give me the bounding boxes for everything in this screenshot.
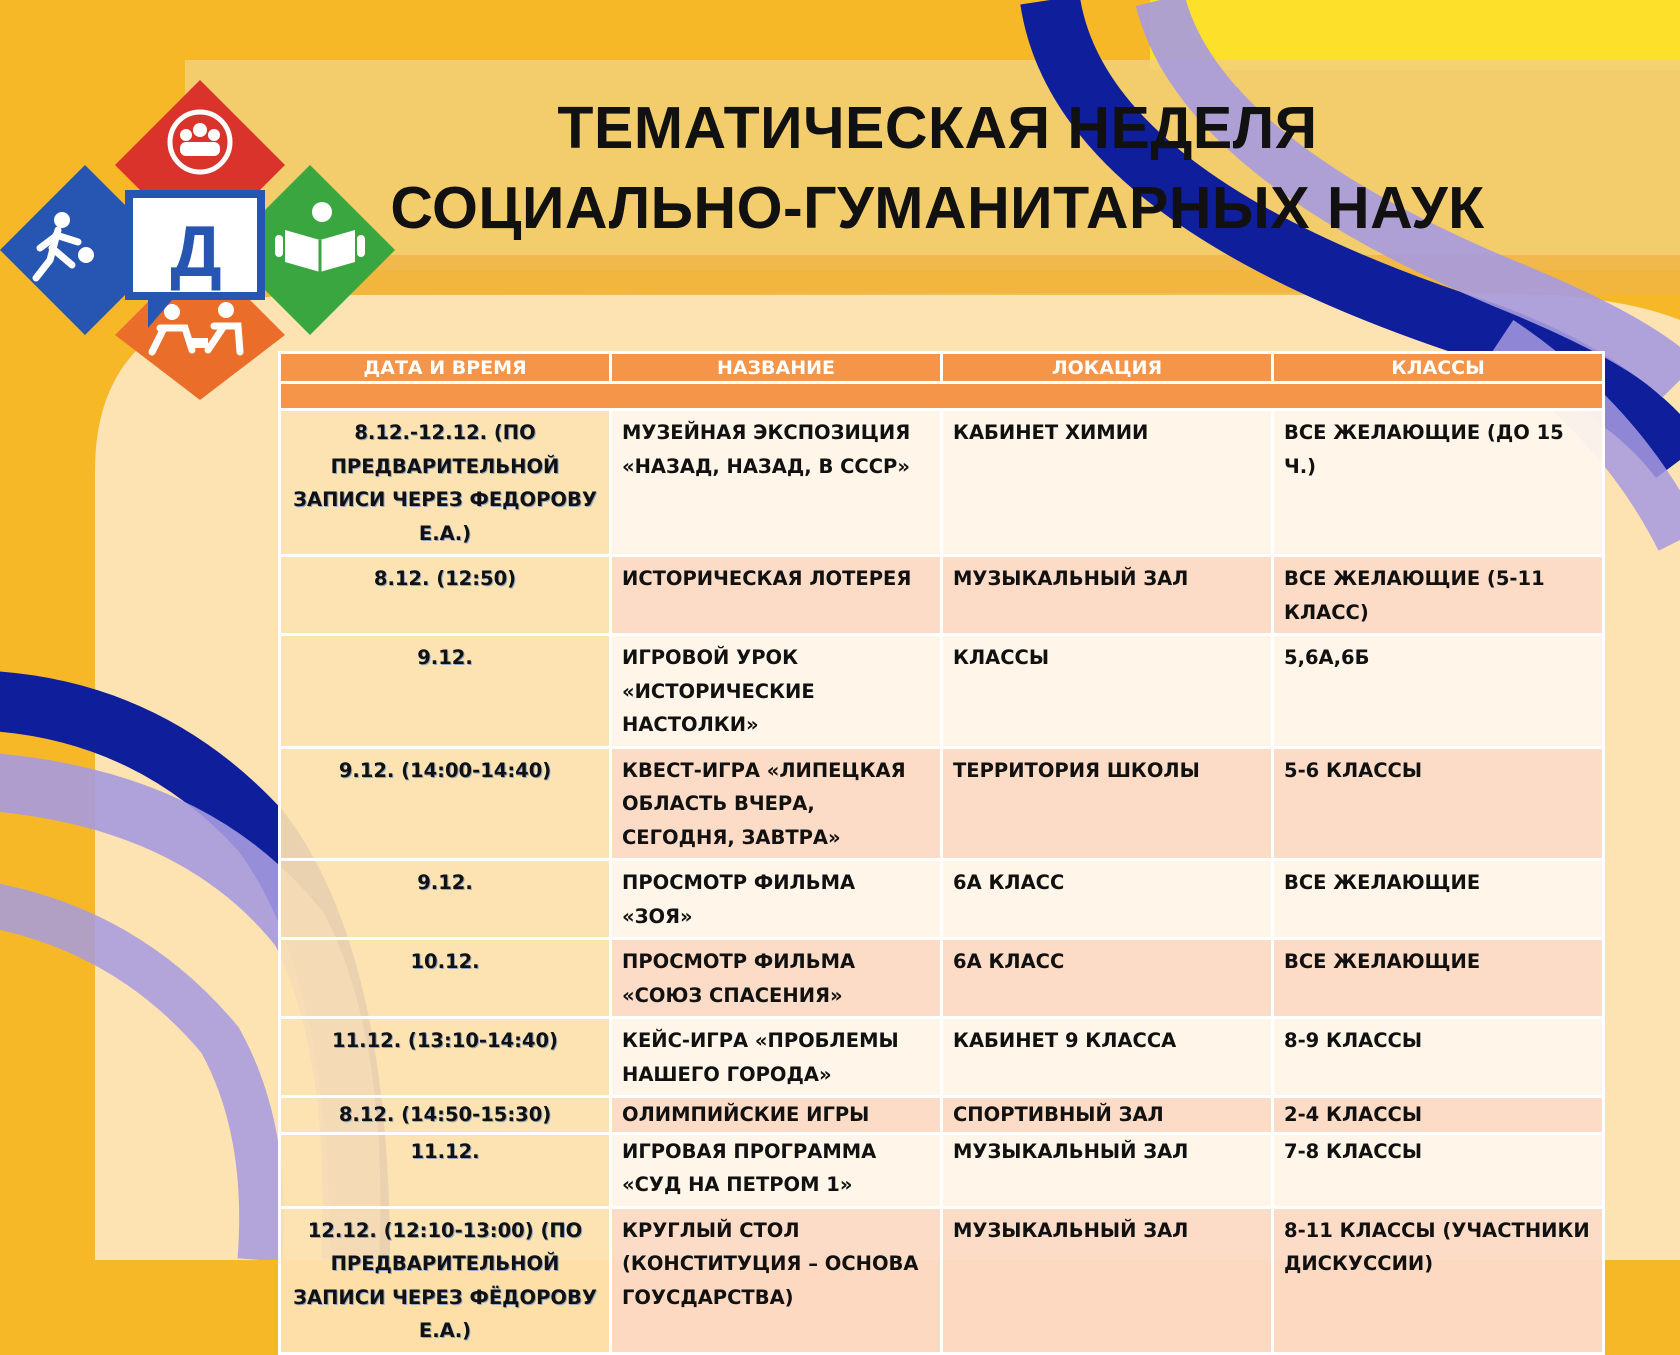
cell-name: МУЗЕЙНАЯ ЭКСПОЗИЦИЯ «НАЗАД, НАЗАД, В СССР» xyxy=(611,410,942,556)
table-row xyxy=(280,1018,1604,1097)
cell-location: КАБИНЕТ ХИМИИ xyxy=(942,410,1273,556)
cell-location: 6А КЛАСС xyxy=(942,939,1273,1018)
header-classes: КЛАССЫ xyxy=(1273,353,1604,383)
table-row xyxy=(280,556,1604,635)
cell-location: МУЗЫКАЛЬНЫЙ ЗАЛ xyxy=(942,556,1273,635)
table-header-row xyxy=(280,353,1604,383)
cell-name: ИГРОВОЙ УРОК «ИСТОРИЧЕСКИЕ НАСТОЛКИ» xyxy=(611,635,942,748)
cell-classes: ВСЕ ЖЕЛАЮЩИЕ (ДО 15 Ч.) xyxy=(1273,410,1604,556)
cell-classes: ВСЕ ЖЕЛАЮЩИЕ xyxy=(1273,939,1604,1018)
table-spacer-row xyxy=(280,383,1604,410)
logo-letter: Д xyxy=(170,212,222,292)
table-row xyxy=(280,747,1604,860)
cell-date: 11.12. xyxy=(280,1133,611,1207)
cell-classes: ВСЕ ЖЕЛАЮЩИЕ xyxy=(1273,860,1604,939)
title-line-2: СОЦИАЛЬНО-ГУМАНИТАРНЫХ НАУК xyxy=(390,175,1485,241)
cell-date: 10.12. xyxy=(280,939,611,1018)
table-row xyxy=(280,635,1604,748)
cell-location: КАБИНЕТ 9 КЛАССА xyxy=(942,1018,1273,1097)
page-title xyxy=(330,88,1545,248)
header-name: НАЗВАНИЕ xyxy=(611,353,942,383)
cell-date: 12.12. (12:10-13:00) (ПО ПРЕДВАРИТЕЛЬНОЙ ЗАПИСИ ЧЕРЕЗ ФЁДОРОВУ Е.А.) xyxy=(280,1207,611,1353)
header-location: ЛОКАЦИЯ xyxy=(942,353,1273,383)
spacer-cell xyxy=(280,383,1604,410)
cell-date: 8.12. (12:50) xyxy=(280,556,611,635)
header-date: ДАТА И ВРЕМЯ xyxy=(280,353,611,383)
cell-location: СПОРТИВНЫЙ ЗАЛ xyxy=(942,1097,1273,1134)
cell-name: ОЛИМПИЙСКИЕ ИГРЫ xyxy=(611,1097,942,1134)
cell-date: 8.12.-12.12. (ПО ПРЕДВАРИТЕЛЬНОЙ ЗАПИСИ ЧЕРЕЗ ФЕДОРОВУ Е.А.) xyxy=(280,410,611,556)
cell-location: МУЗЫКАЛЬНЫЙ ЗАЛ xyxy=(942,1133,1273,1207)
table-row xyxy=(280,1097,1604,1134)
cell-location: МУЗЫКАЛЬНЫЙ ЗАЛ xyxy=(942,1207,1273,1353)
cell-name: КЕЙС-ИГРА «ПРОБЛЕМЫ НАШЕГО ГОРОДА» xyxy=(611,1018,942,1097)
table-row xyxy=(280,410,1604,556)
cell-date: 9.12. xyxy=(280,860,611,939)
cell-name: КВЕСТ-ИГРА «ЛИПЕЦКАЯ ОБЛАСТЬ ВЧЕРА, СЕГОДНЯ, ЗАВТРА» xyxy=(611,747,942,860)
cell-date: 9.12. (14:00-14:40) xyxy=(280,747,611,860)
cell-location: 6А КЛАСС xyxy=(942,860,1273,939)
schedule-table xyxy=(278,351,1605,1355)
cell-classes: 7-8 КЛАССЫ xyxy=(1273,1133,1604,1207)
table-row xyxy=(280,1207,1604,1353)
table-row xyxy=(280,939,1604,1018)
table-row xyxy=(280,860,1604,939)
cell-date: 11.12. (13:10-14:40) xyxy=(280,1018,611,1097)
cell-name: ПРОСМОТР ФИЛЬМА «ЗОЯ» xyxy=(611,860,942,939)
cell-classes: ВСЕ ЖЕЛАЮЩИЕ (5-11 КЛАСС) xyxy=(1273,556,1604,635)
table-row xyxy=(280,1133,1604,1207)
cell-location: КЛАССЫ xyxy=(942,635,1273,748)
cell-classes: 8-9 КЛАССЫ xyxy=(1273,1018,1604,1097)
cell-date: 9.12. xyxy=(280,635,611,748)
cell-name: ИГРОВАЯ ПРОГРАММА «СУД НА ПЕТРОМ 1» xyxy=(611,1133,942,1207)
cell-classes: 2-4 КЛАССЫ xyxy=(1273,1097,1604,1134)
cell-location: ТЕРРИТОРИЯ ШКОЛЫ xyxy=(942,747,1273,860)
cell-classes: 5,6А,6Б xyxy=(1273,635,1604,748)
cell-classes: 8-11 КЛАССЫ (УЧАСТНИКИ ДИСКУССИИ) xyxy=(1273,1207,1604,1353)
cell-classes: 5-6 КЛАССЫ xyxy=(1273,747,1604,860)
cell-name: КРУГЛЫЙ СТОЛ (КОНСТИТУЦИЯ – ОСНОВА ГОУСДАРСТВА) xyxy=(611,1207,942,1353)
title-line-1: ТЕМАТИЧЕСКАЯ НЕДЕЛЯ xyxy=(557,95,1318,161)
cell-name: ПРОСМОТР ФИЛЬМА «СОЮЗ СПАСЕНИЯ» xyxy=(611,939,942,1018)
cell-date: 8.12. (14:50-15:30) xyxy=(280,1097,611,1134)
cell-name: ИСТОРИЧЕСКАЯ ЛОТЕРЕЯ xyxy=(611,556,942,635)
